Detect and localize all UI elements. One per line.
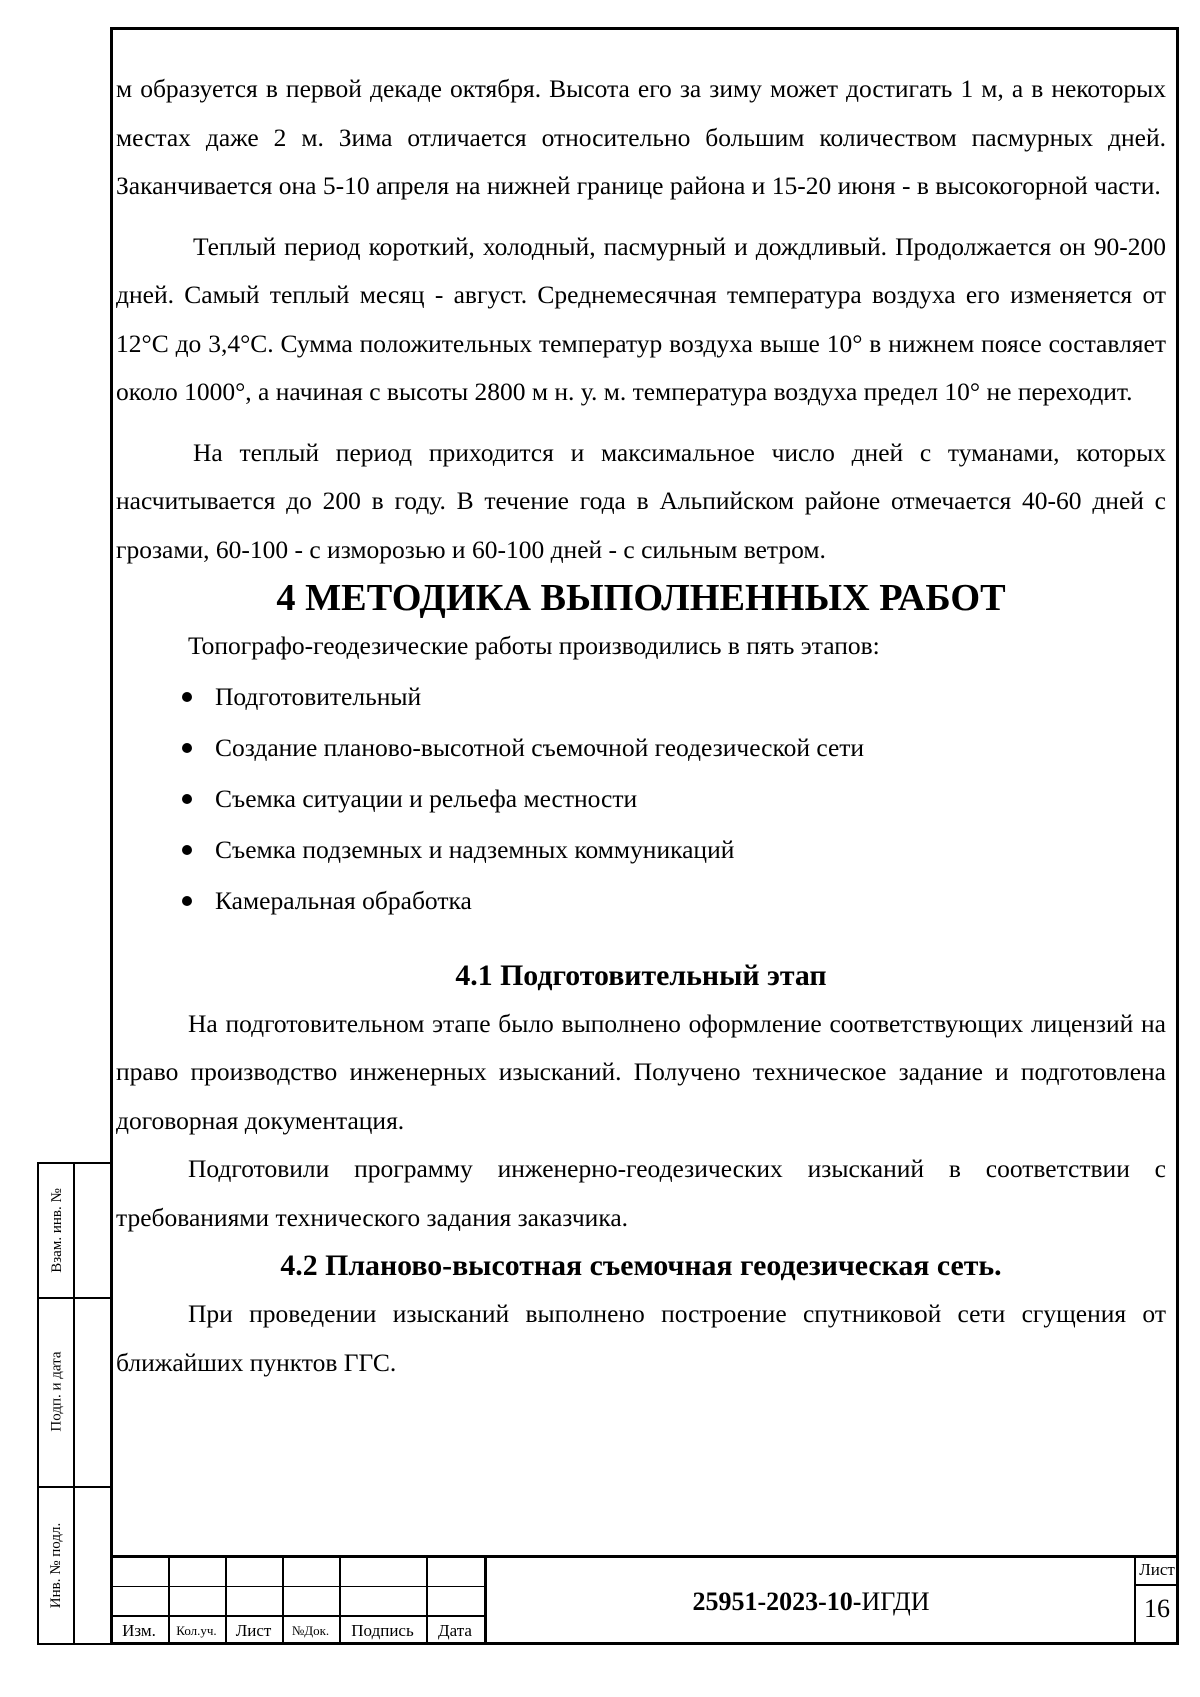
stamp-podp-data: Подп. и дата [48,1351,65,1432]
bullet-icon [182,794,192,804]
paragraph: Теплый период короткий, холодный, пасмурный и дождливый. Продолжается он 90-200 дней. Самый теплый месяц - август. Среднемесячная температура воздуха его изменяется от 12°С до 3,4°С. Сумма положительных температур воздуха выше 10° в нижнем поясе составляет около 1000°, а начиная с высоты 2800 м н. у. м. температура воздуха предел 10° не переходит. [116,231,1166,406]
bullet-icon [182,896,192,906]
subsection-heading: 4.1 Подготовительный этап [455,958,827,992]
list-item: Съемка подземных и надземных коммуникаций [116,824,1166,875]
stamp-inv-podl: Инв. № подл. [48,1522,65,1609]
header-data: Дата [438,1621,472,1640]
paragraph: Подготовили программу инженерно-геодезических изысканий в соответствии с требованиями технического задания заказчика. [116,1154,1166,1232]
paragraph: На подготовительном этапе было выполнено оформление соответствующих лицензий на право производство инженерных изысканий. Получено техническое задание и подготовлена договорная документация. [116,1008,1166,1135]
document-code: 25951-2023-10- ИГДИ [692,1586,930,1616]
sheet-number: 16 [1144,1594,1170,1623]
revision-table [110,1558,488,1645]
paragraph: На теплый период приходится и максимальное число дней с туманами, которых насчитывается до 200 в году. В течение года в Альпийском районе отмечается 40-60 дней с грозами, 60-100 - с изморозью и 60-100 дней - с сильным ветром. [116,437,1166,564]
header-list: Лист [235,1621,272,1640]
title-block [110,1555,1179,1645]
side-stamp [37,1162,110,1645]
header-nom-dok: №Док. [291,1623,330,1638]
header-kol-uch: Кол.уч. [176,1623,217,1638]
list-item: Создание планово-высотной съемочной геодезической сети [116,722,1166,773]
header-podpis: Подпись [351,1621,414,1640]
header-izm: Изм. [122,1621,156,1640]
stamp-divider [73,1164,75,1643]
document-body [116,65,1166,1387]
stage-list [116,671,1166,926]
subsection-heading: 4.2 Планово-высотная съемочная геодезическая сеть. [280,1249,1002,1282]
bullet-icon [182,743,192,753]
list-item: Камеральная обработка [116,875,1166,926]
paragraph: При проведении изысканий выполнено построение спутниковой сети сгущения от ближайших пунктов ГГС. [116,1299,1166,1377]
bullet-icon [182,845,192,855]
paragraph: Топографо-геодезические работы производились в пять этапов: [188,631,880,660]
sheet-cell [1134,1558,1178,1645]
stamp-vzam-inv: Взам. инв. № [48,1188,65,1273]
sheet-label: Лист [1139,1560,1175,1579]
bullet-icon [182,692,192,702]
section-heading: 4 МЕТОДИКА ВЫПОЛНЕННЫХ РАБОТ [276,577,1006,619]
list-item: Подготовительный [116,671,1166,722]
paragraph: м образуется в первой декаде октября. Высота его за зиму может достигать 1 м, а в некоторых местах даже 2 м. Зима отличается относительно большим количеством пасмурных дней. Заканчивается она 5-10 апреля на нижней границе района и 15-20 июня - в высокогорной части. [116,74,1166,200]
list-item: Съемка ситуации и рельефа местности [116,773,1166,824]
